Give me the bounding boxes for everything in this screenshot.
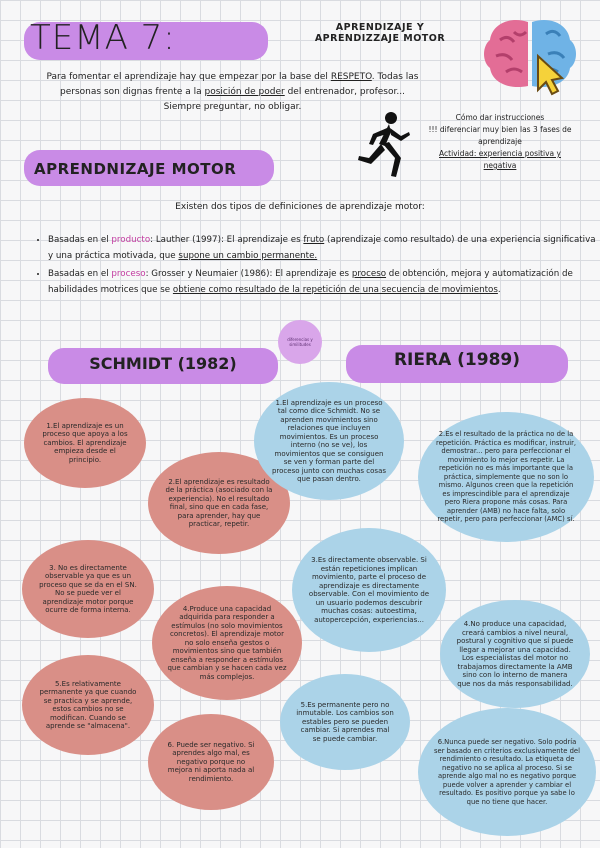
riera-bubble-5: 5.Es permanente pero no inmutable. Los cambios son estables pero se pueden cambiar. Si aprendes mal se puede cambiar. [280,674,410,770]
respeto-text: RESPETO [330,72,372,82]
brain-icon [480,14,580,102]
schmidt-bubble-6: 6. Puede ser negativo. Si aprendes algo mal, es negativo porque no mejora ni aporta nada al rendimiento. [148,714,274,810]
riera-bubble-6: 6.Nunca puede ser negativo. Solo podría ser basado en criterios exclusivamente del rendimiento o resultado. La etiqueta de negativo no se aplica al proceso. Si se aprende algo mal no es negativo porque puede volver a aprender y cambiar el resultado. Es positivo porque ya sabe lo que no tiene que hacer. [418,708,596,836]
riera-bubble-1: 1.El aprendizaje es un proceso tal como dice Schmidt. No se aprenden movimientos sino relaciones que incluyen movimientos. Es un proceso interno (no se ve), los movimientos que se consiguen se ven y forman parte del proceso junto con muchas cosas que pasan dentro. [254,382,404,500]
posicion-poder-text: posición de poder [204,87,285,97]
schmidt-heading: SCHMIDT (1982) [89,354,237,373]
riera-heading: RIERA (1989) [393,350,521,370]
page-title: TEMA 7: [30,18,176,58]
intro-text-1: Para fomentar el aprendizaje hay que empezar por la base del [46,72,331,82]
section-heading: APRENDNIZAJE MOTOR [34,160,237,178]
intro-text-2: . Todas las personas son dignas frente a la [60,72,419,97]
schmidt-bubble-5: 5.Es relativamente permanente ya que cuando se practica y se aprende, estos cambios no se modifican. Cuando se aprende se "almacena". [22,655,154,755]
schmidt-bubble-3: 3. No es directamente observable ya que es un proceso que se da en el SN. No se puede ver el aprendizaje motor porque ocurre de forma interna. [22,540,154,638]
intro-paragraph [40,70,425,115]
schmidt-bubble-4: 4.Produce una capacidad adquirida para responder a estímulos (no solo movimientos concretos). El aprendizaje motor no solo enseña gestos o movimientos sino que también enseña a responder a estímulos que cambian y se hacen cada vez más complejos. [152,586,302,700]
notes-block [425,112,575,172]
topic-title: APRENDIZAJE Y APRENDIZZAJE MOTOR [314,22,446,44]
schmidt-bubble-1: 1.El aprendizaje es un proceso que apoya a los cambios. El aprendizaje empieza desde el principio. [24,398,146,488]
riera-bubble-2: 2.Es el resultado de la práctica no de la repetición. Práctica es modificar, instruir, demostrar... pero para perfeccionar el movimiento lo mejor es repetir. La repetición no es más importante que la práctica, simplemente que no son lo mismo. Algunos creen que la repetición es imprescindible para el aprendizaje pero Riera propone más cosas. Para aprender (AMB) no hace falta, solo repetir, pero para perfeccionar (AMC) sí. [418,412,594,542]
schmidt-bubble-2: 2.El aprendizaje es resultado de la práctica (asociado con la experiencia). No el resultado final, sino que en cada fase, para aprender, hay que practicar, repetir. [148,452,290,554]
riera-bubble-3: 3.Es directamente observable. Si están repeticiones implican movimiento, parte el proceso de aprendizaje es directamente observable. Con el movimiento de un usuario podemos descubrir muchas cosas: autoestima, autopercepción, experiencias... [292,528,446,652]
definitions-list [28,232,596,300]
riera-bubble-4: 4.No produce una capacidad, creará cambios a nivel neural, postural y cognitivo que sí puede llegar a mejorar una capacidad. Los especialistas del motor no trabajamos directamente la AMB sino con lo interno de manera que nos da más responsabilidad. [440,600,590,708]
runner-icon [355,110,415,189]
note-line-3: Actividad: experiencia positiva y negativa [439,149,561,170]
note-line-1: Cómo dar instrucciones [455,113,545,122]
intro-text-3: del entrenador, profesor... Siempre preguntar, no obligar. [163,87,405,112]
similarities-badge: diferencias y similitudes [278,320,322,364]
definitions-intro: Existen dos tipos de definiciones de aprendizaje motor: [175,202,425,212]
note-line-2: !!! diferenciar muy bien las 3 fases de aprendizaje [428,125,572,146]
list-item: • Basadas en el proceso: Grosser y Neumaier (1986): El aprendizaje es proceso de obtención, mejora y automatización de habilidades motrices que se obtiene como resultado de la repetición de una secuencia de movimientos. [48,266,596,298]
list-item: • Basadas en el producto: Lauther (1997): El aprendizaje es fruto (aprendizaje como resultado) de una experiencia significativa y una práctica motivada, que supone un cambio permanente. [48,232,596,264]
